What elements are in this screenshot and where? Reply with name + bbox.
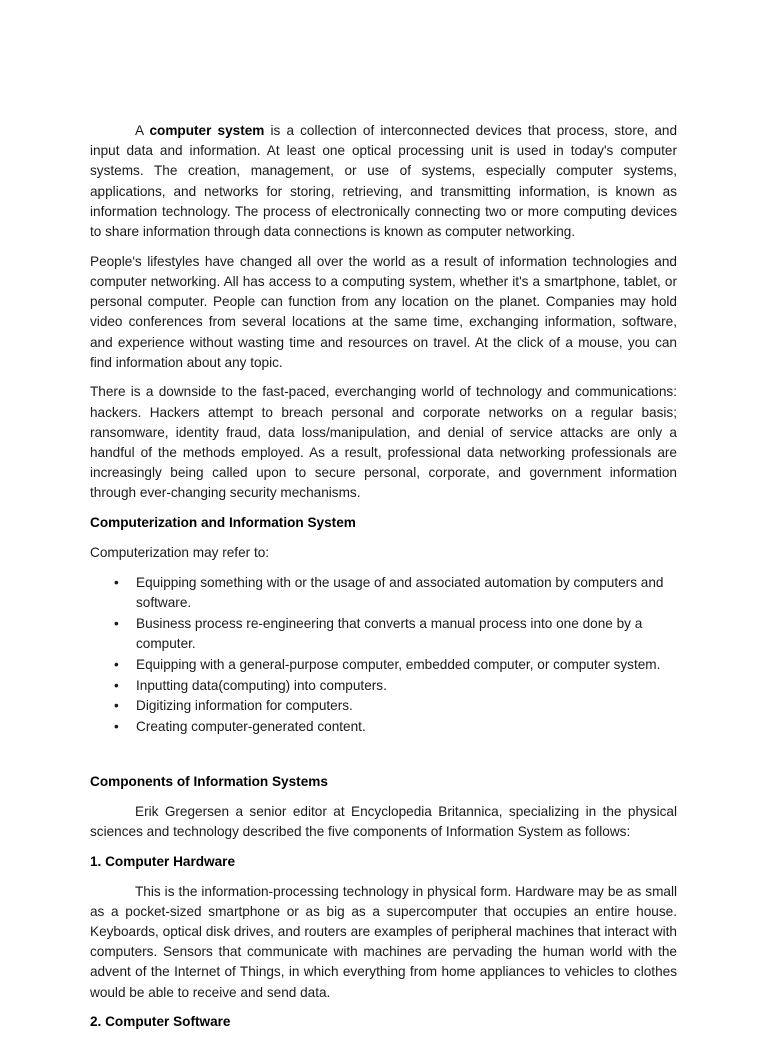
intro-text: is a collection of interconnected devices that process, store, and input data and information. At least one optical processing unit is used in today's computer systems. The creation, management, or use of systems, especially computer systems, applications, and networks for storing, retrieving, and transmitting information, is known as information technology. The process of electronically connecting two or more computing devices to share information through data connections is known as computer networking. [90,123,677,240]
list-item [90,573,677,614]
computerization-heading: Computerization and Information System [90,515,356,531]
list-item-text: Digitizing information for computers. [136,698,353,714]
list-item [90,655,677,676]
computerization-lead: Computerization may refer to: [90,544,270,560]
hardware-heading: 1. Computer Hardware [90,853,236,869]
bullet-icon: • [114,615,119,631]
list-item [90,717,677,738]
list-item-text: Equipping with a general-purpose computer, embedded computer, or computer system. [136,656,661,672]
list-item-text: Business process re-engineering that converts a manual process into one done by a computer. [136,615,643,652]
hackers-paragraph: There is a downside to the fast-paced, everchanging world of technology and communications: hackers. Hackers attempt to breach personal and corporate networks on a regular basis; ransomware, identity fraud, data loss/manipulation, and denial of service attacks are only a handful of the methods employed. As a result, professional data networking professionals are increasingly being called upon to secure personal, corporate, and government information through ever-changing security mechanisms. [90,384,677,501]
components-heading: Components of Information Systems [90,774,328,790]
list-item [90,614,677,655]
document-page [90,121,677,1042]
bullet-icon: • [114,698,119,714]
list-item-text: Equipping something with or the usage of and associated automation by computers and software. [136,574,664,611]
software-heading: 2. Computer Software [90,1014,231,1030]
list-item [90,676,677,697]
intro-paragraph [90,121,677,242]
lifestyle-paragraph: People's lifestyles have changed all over the world as a result of information technologies and computer networking. All has access to a computing system, whether it's a smartphone, tablet, or personal computer. People can function from any location on the planet. Companies may hold video conferences from several locations at the same time, exchanging information, software, and experience without wasting time and resources on travel. At the click of a mouse, you can find information about any topic. [90,253,677,370]
list-item-text: Creating computer-generated content. [136,718,366,734]
section-spacer [90,737,677,772]
bullet-icon: • [114,718,119,734]
list-item-text: Inputting data(computing) into computers. [136,677,387,693]
bullet-icon: • [114,677,119,693]
intro-prefix: A [135,123,150,138]
bullet-icon: • [114,574,119,590]
list-item [90,696,677,717]
bullet-icon: • [114,656,119,672]
hardware-paragraph: This is the information-processing technology in physical form. Hardware may be as small as a pocket-sized smartphone or as big as a supercomputer that occupies an entire house. Keyboards, optical disk drives, and routers are examples of peripheral machines that interact with computers. Sensors that communicate with machines are pervading the human world with the advent of the Internet of Things, in which everything from home appliances to vehicles to clothes would be able to receive and send data. [90,883,677,1000]
computer-system-term: computer system [149,123,265,138]
components-intro: Erik Gregersen a senior editor at Encyclopedia Britannica, specializing in the physical sciences and technology described the five components of Information System as follows: [90,804,677,840]
computerization-list [90,573,677,738]
